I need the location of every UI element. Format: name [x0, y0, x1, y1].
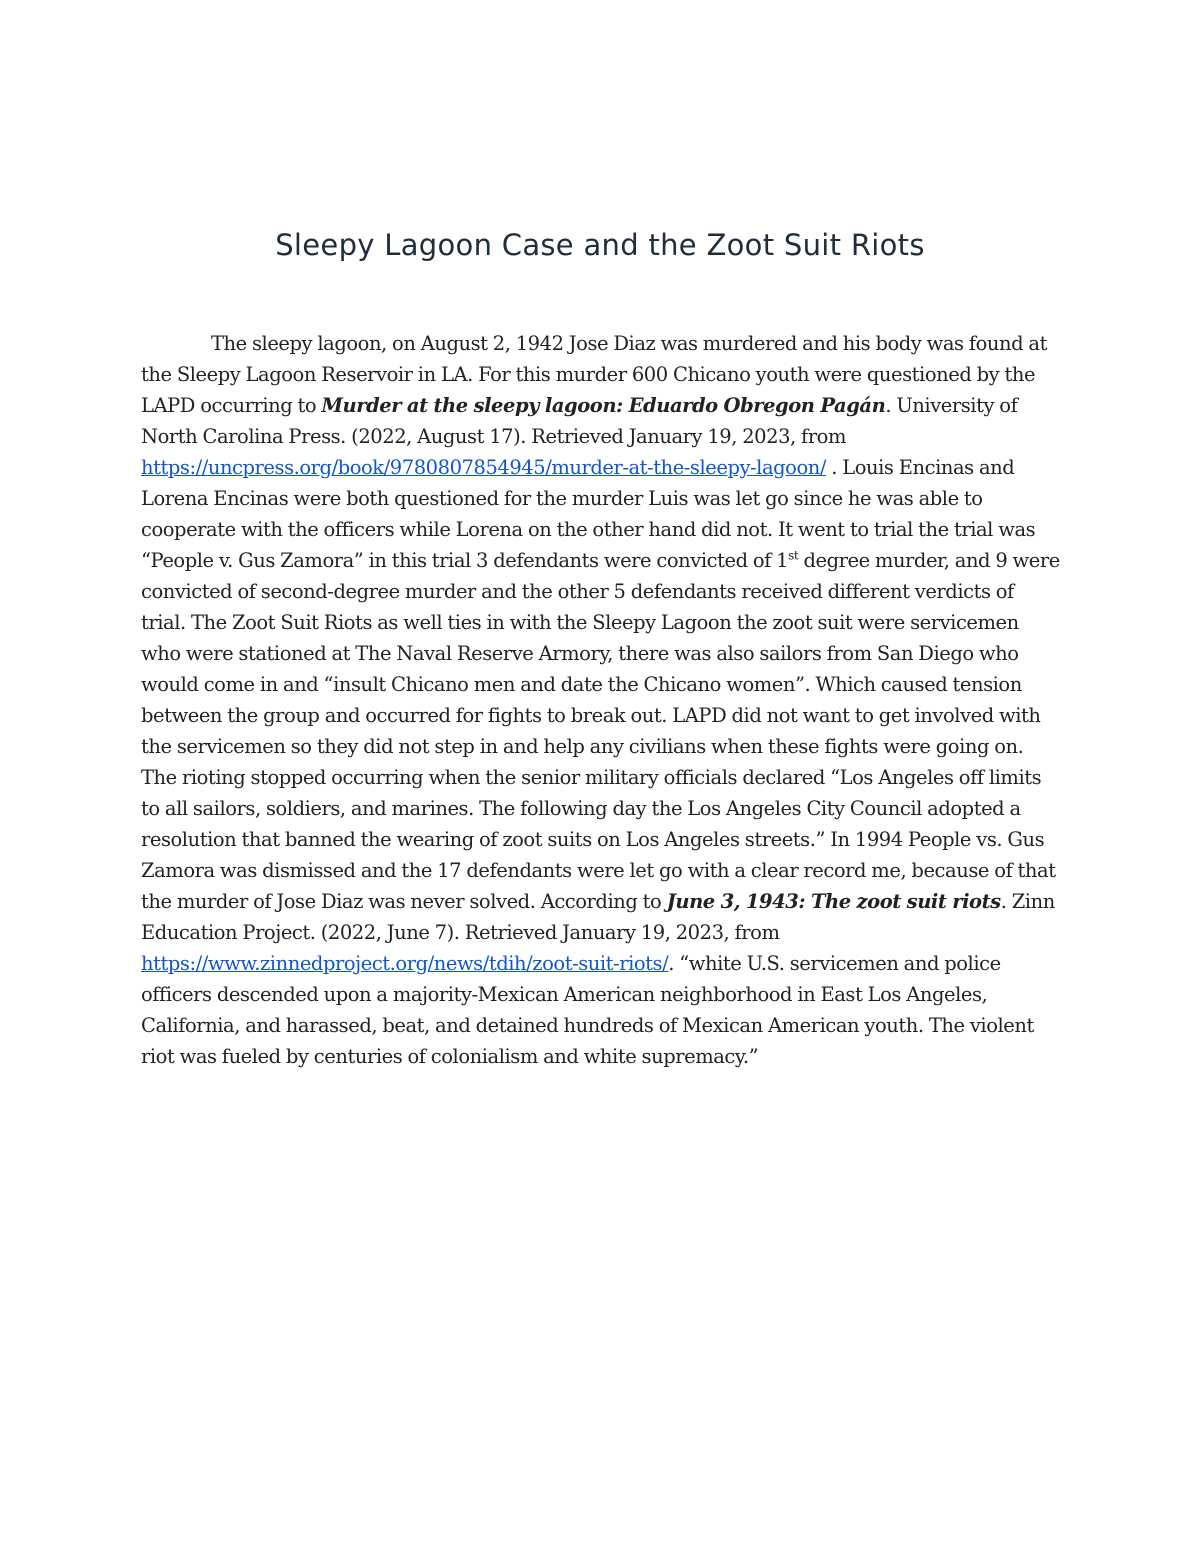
link-zinnedproject[interactable]: https://www.zinnedproject.org/news/tdih/zoot-suit-riots/ [141, 952, 669, 975]
paragraph-text-3: . Louis Encinas and Lorena Encinas were both questioned for the murder Luis was let go since he was able to cooperate with the officers while Lorena on the other hand did not. It went to trial the trial was “People v. Gus Zamora” in this trial 3 defendants were convicted of 1 [141, 456, 1036, 572]
source-title-zoot-suit-riots: June 3, 1943: The zoot suit riots [666, 890, 1001, 913]
document-title: Sleepy Lagoon Case and the Zoot Suit Riots [275, 228, 925, 262]
paragraph-text-5: . Zinn Education Project. (2022, June 7). Retrieved January 19, 2023, from [141, 890, 1055, 944]
paragraph-text-4: degree murder, and 9 were convicted of second-degree murder and the other 5 defendants received different verdicts of trial. The Zoot Suit Riots as well ties in with the Sleepy Lagoon the zoot suit were servicemen who were stationed at The Naval Reserve Armory, there was also sailors from San Diego who would come in and “insult Chicano men and date the Chicano women”. Which caused tension between the group and occurred for fights to break out. LAPD did not want to get involved with the servicemen so they did not step in and help any civilians when these fights were going on. The rioting stopped occurring when the senior military officials declared “Los Angeles off limits to all sailors, soldiers, and marines. The following day the Los Angeles City Council adopted a resolution that banned the wearing of zoot suits on Los Angeles streets.” In 1994 People vs. Gus Zamora was dismissed and the 17 defendants were let go with a clear record me, because of that the murder of Jose Diaz was never solved. According to [141, 549, 1060, 913]
paragraph-text-6: . “white U.S. servicemen and police officers descended upon a majority-Mexican American neighborhood in East Los Angeles, California, and harassed, beat, and detained hundreds of Mexican American youth. The violent riot was fueled by centuries of colonialism and white supremacy.” [141, 952, 1034, 1068]
body-paragraph [141, 328, 1061, 1072]
paragraph-text-2: . University of North Carolina Press. (2022, August 17). Retrieved January 19, 2023, from [141, 394, 1018, 448]
source-title-sleepy-lagoon: Murder at the sleepy lagoon: Eduardo Obregon Pagán [321, 394, 886, 417]
paragraph-text-1: The sleepy lagoon, on August 2, 1942 Jose Diaz was murdered and his body was found at the Sleepy Lagoon Reservoir in LA. For this murder 600 Chicano youth were questioned by the LAPD occurring to [141, 332, 1047, 417]
link-uncpress[interactable]: https://uncpress.org/book/9780807854945/murder-at-the-sleepy-lagoon/ [141, 456, 826, 479]
ordinal-superscript: st [788, 548, 799, 563]
